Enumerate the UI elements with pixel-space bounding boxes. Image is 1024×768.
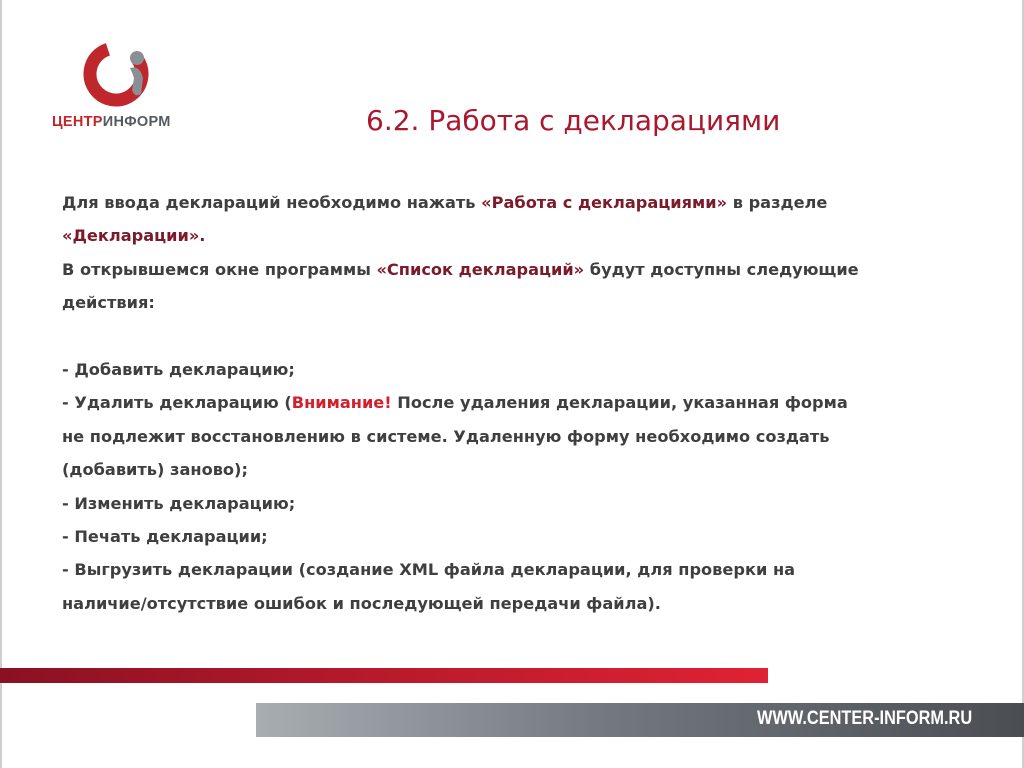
logo-text: ЦЕНТРИНФОРМ (52, 114, 171, 130)
footer-url: WWW.CENTER-INFORM.RU (756, 708, 972, 729)
intro-line-2 (62, 219, 982, 252)
slide-frame-left (0, 0, 2, 768)
warning-label: Внимание! (291, 393, 392, 413)
highlight-declarations-section: «Декларации». (62, 226, 206, 246)
slide-body (62, 186, 982, 620)
action-export: - Выгрузить декларации (создание XML файла декларации, для проверки на (62, 560, 796, 580)
centrinform-logo-icon (80, 38, 160, 110)
logo (48, 38, 188, 138)
highlight-declaration-list: «Список деклараций» (376, 259, 585, 279)
intro-line-3: В открывшемся окне программы «Список деклараций» будут доступны следующие (62, 259, 859, 279)
action-export-line-2: наличие/отсутствие ошибок и последующей передачи файла). (62, 593, 661, 613)
intro-line-1: Для ввода деклараций необходимо нажать «Работа с декларациями» в разделе (62, 193, 828, 212)
highlight-work-with-declarations: «Работа с декларациями» (481, 193, 728, 212)
action-print: - Печать декларации; (62, 527, 268, 547)
action-add: - Добавить декларацию; (62, 360, 295, 380)
action-delete: - Удалить декларацию (Внимание! После удаления декларации, указанная форма (62, 393, 848, 413)
footer-gray-bar (256, 703, 1024, 737)
action-edit: - Изменить декларацию; (62, 493, 296, 513)
action-delete-line-3: (добавить) заново); (62, 460, 248, 480)
page-title: 6.2. Работа с декларациями (366, 104, 781, 137)
footer-red-bar (0, 668, 768, 683)
action-delete-line-2: не подлежит восстановлению в системе. Удаленную форму необходимо создать (62, 426, 830, 446)
intro-line-4: действия: (62, 293, 155, 313)
